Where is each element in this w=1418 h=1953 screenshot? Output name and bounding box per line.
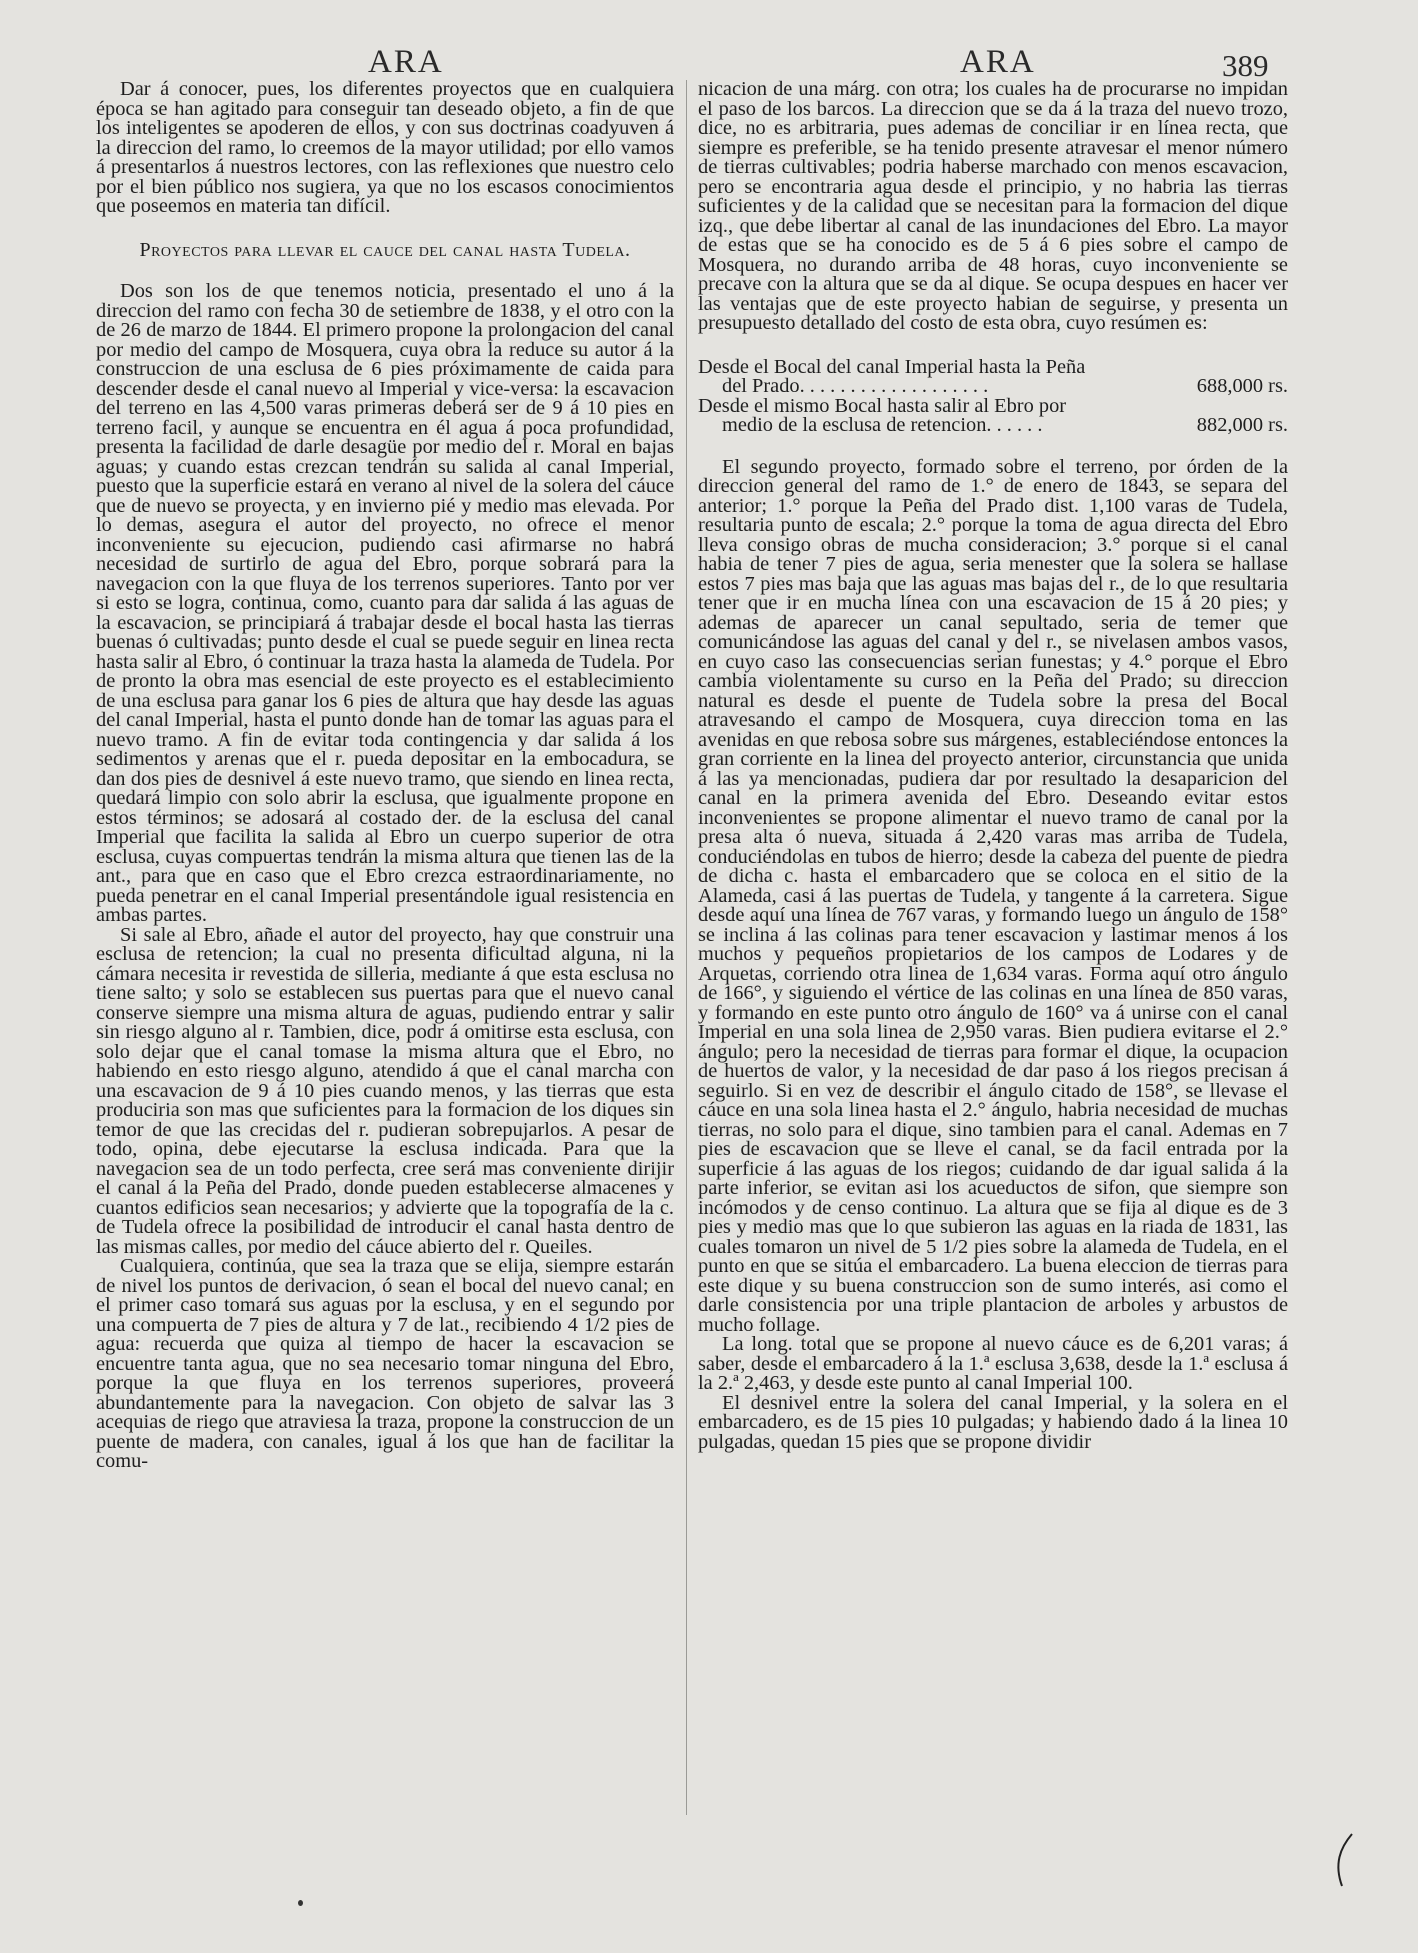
budget-label: medio de la esclusa de retencion. . . . . .	[722, 414, 1043, 436]
paragraph: El segundo proyecto, formado sobre el terreno, por órden de la direccion general del ramo de 1.° de enero de 1843, se separa del anterior; 1.° porque la Peña del Prado dist. 1,100 varas de Tudela, resultaria punto de escala; 2.° porque la toma de agua directa del Ebro lleva consigo obras de mucha consideracion; 3.° porque si el canal habia de tener 7 pies de agua, seria menester que la solera se hallase estos 7 pies mas baja que las aguas mas bajas del r., de lo que resultaria tener que ir en mucha línea con una escavacion de 15 á 20 pies; y ademas de aparecer un canal sepultado, seria de temer que comunicándose las aguas del canal y del r., se nivelasen ambos vasos, en cuyo caso las consecuencias serian funestas; y 4.° porque el Ebro cambia violentamente su curso en la Peña del Prado; su direccion natural es desde el puente de Tudela sobre la presa del Bocal atravesando el campo de Mosquera, cuya direccion toma en las avenidas en que rebosa sobre sus márgenes, estableciéndose entonces la gran corriente en la linea del proyecto anterior, circunstancia que unida á las ya mencionadas, pudiera dar por resultado la desaparicion del canal en la primera avenida del Ebro. Deseando evitar estos inconvenientes se propone alimentar el nuevo tramo de canal por la presa alta ó nueva, situada á 2,420 varas mas arriba de Tudela, conduciéndolas en tubos de hierro; desde la cabeza del puente de piedra de dicha c. hasta el embarcadero que se coloca en el sitio de la Alameda, casi á las puertas de Tudela, y tangente á la carretera. Sigue desde aquí una línea de 767 varas, y formando luego un ángulo de 158° se inclina á las colinas para tener escavacion y lastimar menos á los muchos y pequeños propietarios de los campos de Lodares y de Arquetas, corriendo otra linea de 1,634 varas. Forma aquí otro ángulo de 166°, y siguiendo el vértice de las colinas en una línea de 850 varas, y formando en este punto otro ángulo de 160° va á unirse con el canal Imperial en una sola linea de 2,950 varas. Bien pudiera evitarse el 2.° ángulo; pero la necesidad de tierras para formar el dique, la ocupacion de huertos de valor, y la necesidad de dar paso á los riegos precisan á seguirlo. Si en vez de describir el ángulo citado de 158°, se llevase el cáuce en una sola linea hasta el 2.° ángulo, habria necesidad de muchas tierras, no solo para el dique, sino tambien para el canal. Ademas en 7 pies de escavacion que se lleve el canal, se da facil entrada por la superficie á las aguas de los riegos; cuidando de dar igual salida á la parte inferior, se evitan asi los acueductos de sifon, que siempre son incómodos y de censo continuo. La altura que se fija al dique es de 3 pies y medio mas que lo que subieron las aguas en la riada de 1831, las cuales tomaron un nivel de 5 1/2 pies sobre la alameda de Tudela, en el punto en que se sitúa el embarcadero. La buena eleccion de tierras para este dique y su buena construccion son de sumo interés, asi como el darle consistencia por una triple plantacion de arboles y arbustos de mucho follage.	[698, 455, 1288, 1336]
intro-paragraph: Dar á conocer, pues, los diferentes proyectos que en cualquiera época se han agitado para conseguir tan deseado objeto, a fin de que los inteligentes se apoderen de ellos, y con sus doctrinas coadyuven á la direccion del ramo, lo creemos de la mayor utilidad; por ello vamos á presentarlos á nuestros lectores, con las reflexiones que nuestro celo por el bien público nos sugiera, ya que no los escasos conocimientos que poseemos en materia tan difícil.	[96, 78, 674, 217]
paragraph: Dos son los de que tenemos noticia, presentado el uno á la direccion del ramo con fecha 30 de setiembre de 1838, y el otro con la de 26 de marzo de 1844. El primero propone la prolongacion del canal por medio del campo de Mosquera, cuya obra la reduce su autor á la construccion de una esclusa de 6 pies próximamente de caida para descender desde el canal nuevo al Imperial y vice-versa: la escavacion del terreno en las 4,500 varas primeras deberá ser de 9 á 10 pies en terreno facil, y aunque se encuentra en él agua á poca profundidad, presenta la facilidad de darle desagüe por medio del r. Moral en bajas aguas; y cuando estas crezcan tendrán su salida al canal Imperial, puesto que la superficie estará en verano al nivel de la solera del cáuce que de nuevo se proyecta, y en invierno pié y medio mas elevada. Por lo demas, asegura el autor del proyecto, no ofrece el menor inconveniente su ejecucion, pudiendo casi afirmarse no habrá necesidad de surtirlo de agua del Ebro, porque sobrará para la navegacion con la que fluya de los terrenos superiores. Tanto por ver si esto se logra, continua, como, cuanto para dar salida á las aguas de la escavacion, se principiará á trabajar desde el bocal hasta las tierras buenas ó cultivadas; punto desde el cual se puede seguir en linea recta hasta salir al Ebro, ó continuar la traza hasta la alameda de Tudela. Por de pronto la obra mas esencial de este proyecto es el establecimiento de una esclusa para ganar los 6 pies de altura que hay desde las aguas del canal Imperial, hasta el punto donde han de tomar las aguas para el nuevo tramo. A fin de evitar toda contingencia y dar salida á los sedimentos y arenas que el r. pueda depositar en la embocadura, se dan dos pies de desnivel á este nuevo tramo, que siendo en linea recta, quedará limpio con solo abrir la esclusa, que igualmente propone en estos términos; se adosará al costado der. de la esclusa del canal Imperial que facilita la salida al Ebro un cuerpo superior de otra esclusa, cuyas compuertas tendrán la misma altura que tienen las de la ant., para que en caso que el Ebro crezca estraordinariamente, no pueda penetrar en el canal Imperial presentándole igual resistencia en ambas partes.	[96, 280, 674, 926]
running-header-right: ARA	[960, 44, 1036, 80]
paragraph: El desnivel entre la solera del canal Imperial, y la solera en el embarcadero, es de 15 pies 10 pulgadas; y habiendo dado á la linea 10 pulgadas, quedan 15 pies que se propone dividir	[698, 1391, 1288, 1453]
page-number: 389	[1222, 48, 1269, 83]
column-divider	[686, 80, 687, 1815]
budget-row	[698, 394, 1288, 436]
budget-value: 688,000 rs.	[1196, 375, 1288, 397]
budget-value: 882,000 rs.	[1196, 414, 1288, 436]
running-header-left: ARA	[368, 44, 444, 80]
right-column	[698, 80, 1288, 1452]
paragraph: nicacion de una márg. con otra; los cuales ha de procurarse no impidan el paso de los barcos. La direccion que se da á la traza del nuevo trozo, dice, no es arbitraria, pues ademas de conciliar ir en línea recta, que siempre es preferible, se ha tenido presente atravesar el menor número de tierras cultivables; podria haberse marchado con menos escavacion, pero se encontraria agua desde el principio, y no habria las tierras suficientes y de la calidad que se necesitan para la formacion del dique izq., que debe libertar al canal de las inundaciones del Ebro. La mayor de estas que se ha conocido es de 5 á 6 pies sobre el campo de Mosquera, no durando arriba de 48 horas, cuyo inconveniente se precave con la altura que se da al dique. Se ocupa despues en hacer ver las ventajas que de este proyecto habian de seguirse, y presenta un presupuesto detallado del costo de esta obra, cuyo resúmen es:	[698, 78, 1288, 334]
budget-label: Desde el Bocal del canal Imperial hasta la Peña	[698, 355, 1086, 378]
ink-speck	[298, 1900, 303, 1906]
budget-summary	[698, 355, 1288, 436]
paragraph: La long. total que se propone al nuevo cáuce es de 6,201 varas; á saber, desde el embarcadero á la 1.ª esclusa 3,638, desde la 1.ª esclusa á la 2.ª 2,463, y desde este punto al canal Imperial 100.	[698, 1333, 1288, 1394]
budget-row	[698, 355, 1288, 397]
paragraph: Cualquiera, continúa, que sea la traza que se elija, siempre estarán de nivel los puntos de derivacion, ó sean el bocal del nuevo canal; en el primer caso tomará sus aguas por la esclusa, y en el segundo por una compuerta de 7 pies de altura y 7 de lat., recibiendo 4 1/2 pies de agua: recuerda que quiza al tiempo de hacer la escavacion se encuentre tanta agua, que no sea necesario tomar ninguna del Ebro, porque la que fluya en los terrenos superiores, proveerá abundantemente para la navegacion. Con objeto de salvar las 3 acequias de riego que atraviesa la traza, propone la construccion de un puente de madera, con canales, igual á los que han de facilitar la comu-	[96, 1255, 674, 1472]
budget-label: del Prado. . . . . . . . . . . . . . . . . . .	[722, 375, 989, 397]
pencil-mark	[1330, 1830, 1360, 1890]
left-column	[96, 80, 674, 1472]
budget-label: Desde el mismo Bocal hasta salir al Ebro por	[698, 394, 1067, 417]
paragraph: Si sale al Ebro, añade el autor del proyecto, hay que construir una esclusa de retencion; la cual no presenta dificultad alguna, ni la cámara necesita ir revestida de silleria, mediante á que esta esclusa no tiene salto; y solo se establecen sus puertas para que el nuevo canal conserve siempre una misma altura de aguas, pudiendo entrar y salir sin riesgo alguno al r. Tambien, dice, podr á omitirse esta esclusa, con solo dejar que el canal tomase la misma altura que el Ebro, no habiendo en esto riesgo alguno, atendido á que el canal marcha con una escavacion de 9 á 10 pies cuando menos, y las tierras que esta produciria son mas que suficientes para la formacion de los diques sin temor de que las crecidas del r. pudieran sobrepujarlos. A pesar de todo, opina, debe ejecutarse la esclusa indicada. Para que la navegacion sea de un todo perfecta, cree será mas conveniente dirijir el canal á la Peña del Prado, donde pueden establecerse almacenes y cuantos edificios sean necesarios; y advierte que la topografía de la c. de Tudela ofrece la posibilidad de introducir el canal hasta dentro de las mismas calles, por medio del cáuce abierto del r. Queiles.	[96, 923, 674, 1258]
section-heading: Proyectos para llevar el cauce del canal hasta Tudela.	[139, 238, 631, 261]
